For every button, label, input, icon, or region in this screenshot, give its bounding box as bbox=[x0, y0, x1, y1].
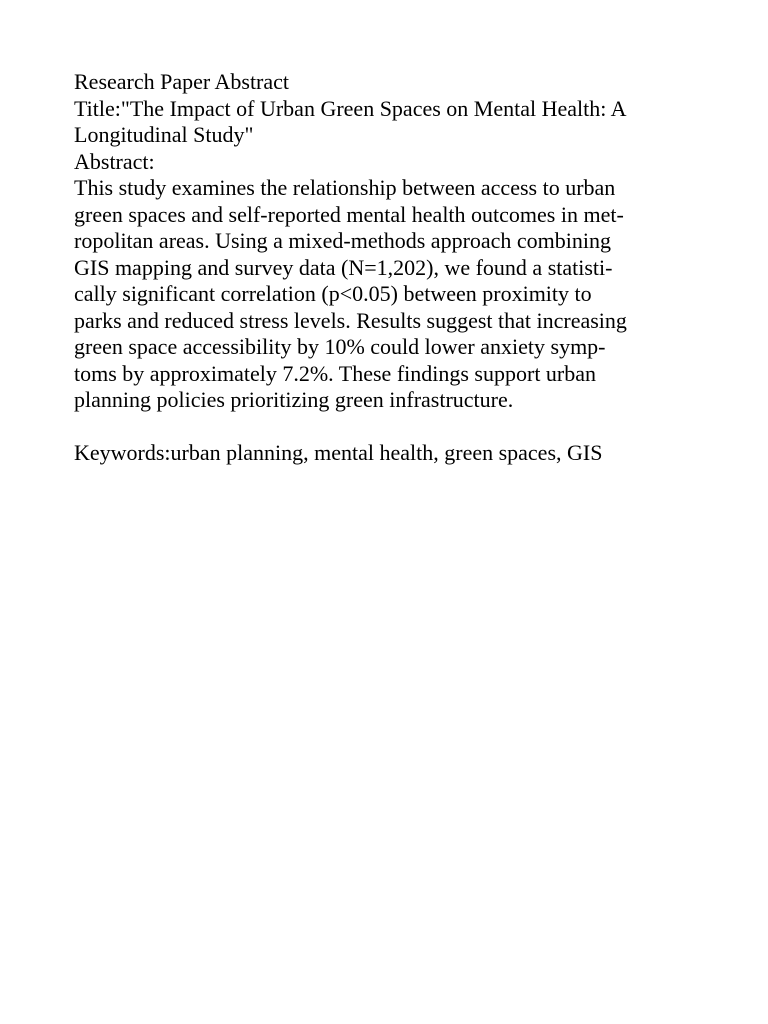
abstract-line: planning policies prioritizing green infrastructure. bbox=[74, 387, 514, 412]
document-page bbox=[74, 69, 704, 467]
abstract-line: GIS mapping and survey data (N=1,202), we found a statisti- bbox=[74, 254, 613, 280]
abstract-line: ropolitan areas. Using a mixed-methods approach combining bbox=[74, 228, 612, 253]
abstract-line: This study examines the relationship between access to urban bbox=[74, 175, 616, 200]
abstract-line: green space accessibility by 10% could lower anxiety symp- bbox=[74, 334, 606, 359]
paragraph-spacer bbox=[74, 414, 704, 441]
abstract-label: Abstract: bbox=[74, 148, 155, 174]
abstract-body bbox=[74, 175, 704, 414]
keywords-line: Keywords:urban planning, mental health, green spaces, GIS bbox=[74, 440, 603, 465]
abstract-line: green spaces and self-reported mental health outcomes in met- bbox=[74, 201, 624, 227]
document-heading: Research Paper Abstract bbox=[74, 69, 290, 94]
abstract-line: toms by approximately 7.2%. These findings support urban bbox=[74, 360, 597, 386]
paper-title-line-1: Title:"The Impact of Urban Green Spaces on Mental Health: A bbox=[74, 95, 627, 121]
abstract-line: cally significant correlation (p<0.05) between proximity to bbox=[74, 281, 592, 306]
paper-title-line-2: Longitudinal Study" bbox=[74, 122, 254, 147]
abstract-line: parks and reduced stress levels. Results suggest that increasing bbox=[74, 307, 627, 333]
